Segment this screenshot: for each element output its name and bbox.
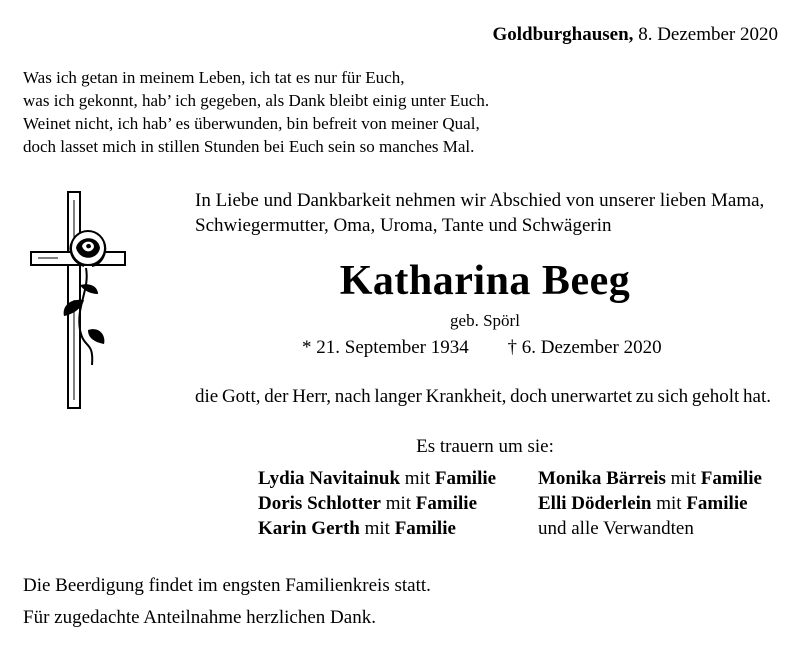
poem-line: was ich gekonnt, hab’ ich gegeben, als Dank bleibt einig unter Euch. [23,91,490,110]
memorial-poem [23,66,489,158]
funeral-notice: Die Beerdigung findet im engsten Familienkreis statt. [23,575,431,596]
intro-line: In Liebe und Dankbarkeit nehmen wir Abschied von unserer lieben Mama, [195,190,765,211]
mourner-with: mit [656,493,682,514]
mourner-with: mit [385,493,412,514]
mourner-family: Familie [415,493,477,514]
mourner-entry [258,491,496,516]
mourner-entry [258,466,496,491]
mourner-with: mit [364,518,390,539]
mourner-entry [538,466,762,491]
mourner-with: mit [670,468,696,489]
mourners-column-left [258,466,496,541]
mourner-family: Familie [394,518,456,539]
mourner-name: Doris Schlotter [258,493,381,514]
mourner-family: Familie [686,493,748,514]
place-name: Goldburghausen, [492,24,634,45]
mourners-column-right [538,466,762,541]
mourner-name: Lydia Navitainuk [258,468,401,489]
deceased-name: Katharina Beeg [339,258,631,304]
mourner-family: Familie [434,468,497,489]
mourner-name: Karin Gerth [258,518,360,539]
notice-date: 8. Dezember 2020 [638,24,778,45]
poem-line: doch lasset mich in stillen Stunden bei Euch sein so manches Mal. [23,137,475,156]
life-dates [302,335,662,361]
mourner-entry [258,516,496,541]
passing-statement: die Gott, der Herr, nach langer Krankheit, doch unerwartet zu sich geholt hat. [195,386,772,407]
death-date: † 6. Dezember 2020 [507,337,662,358]
birth-name: geb. Spörl [450,311,520,330]
place-date-line [492,22,778,48]
poem-line: Was ich getan in meinem Leben, ich tat es nur für Euch, [23,68,405,87]
birth-date: * 21. September 1934 [302,337,469,358]
intro-text [195,188,764,238]
mourner-name: Monika Bärreis [538,468,666,489]
mourner-entry [538,491,762,516]
thanks-note: Für zugedachte Anteilnahme herzlichen Dank. [23,607,376,628]
poem-line: Weinet nicht, ich hab’ es überwunden, bin befreit von meiner Qual, [23,114,480,133]
mourner-family: Familie [700,468,762,489]
mourner-with: mit [404,468,431,489]
mourner-name: Elli Döderlein [538,493,652,514]
mourner-relatives: und alle Verwandten [538,518,694,539]
mourners-heading: Es trauern um sie: [416,436,554,457]
intro-line: Schwiegermutter, Oma, Uroma, Tante und Schwägerin [195,215,612,236]
